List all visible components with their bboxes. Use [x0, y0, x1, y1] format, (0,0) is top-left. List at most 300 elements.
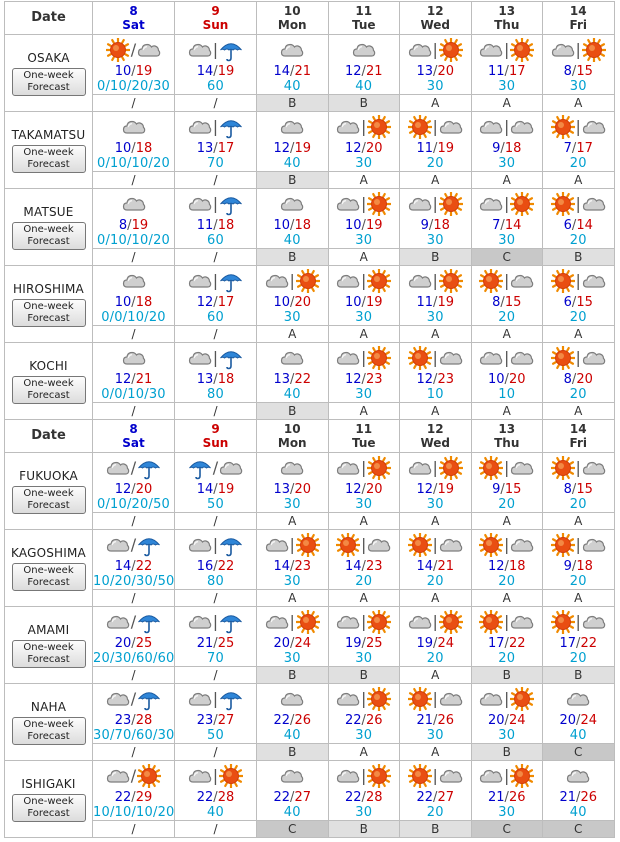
weather-icons — [329, 454, 400, 482]
forecast-cell — [175, 684, 257, 744]
max-temp: 15 — [576, 481, 593, 497]
forecast-cell — [471, 607, 543, 667]
min-temp: 21 — [488, 789, 505, 805]
forecast-cell — [543, 266, 615, 326]
min-temp: 14 — [345, 558, 362, 574]
cloud-icon — [408, 38, 432, 62]
forecast-cell — [400, 453, 472, 513]
temp-separator: / — [290, 217, 295, 233]
temp-separator: / — [213, 140, 218, 156]
cloud-icon — [479, 115, 503, 139]
weather-icons — [400, 267, 471, 295]
temp-separator: / — [500, 294, 505, 310]
precip-probability: 60 — [207, 309, 224, 325]
max-temp: 17 — [508, 63, 526, 79]
reliability-grade: A — [257, 513, 329, 530]
reliability-grade: / — [175, 172, 257, 189]
temp-separator: / — [290, 635, 295, 651]
cloud-icon — [336, 346, 360, 370]
weather-icons — [543, 608, 614, 636]
precip-probability: 30 — [283, 650, 301, 666]
weather-icons — [329, 685, 400, 713]
temp-separator: / — [504, 712, 509, 728]
weather-icons — [400, 190, 471, 218]
max-temp: 23 — [437, 371, 454, 387]
forecast-cell — [93, 453, 175, 513]
one-week-forecast-button-amami[interactable] — [12, 640, 86, 668]
temp-separator: / — [131, 712, 136, 728]
temp-separator: / — [131, 481, 136, 497]
icon-separator: | — [504, 611, 510, 631]
weekday-label: Tue — [351, 18, 376, 32]
umbrella-icon — [219, 38, 243, 62]
weather-icons — [400, 113, 471, 141]
sun-icon — [367, 346, 391, 370]
temperature-range — [472, 295, 543, 310]
precip-probability: 30 — [355, 386, 373, 402]
cloud-icon — [106, 610, 130, 634]
min-temp: 14 — [196, 481, 214, 497]
city-row-hiroshima — [5, 266, 615, 326]
weekday-label: Thu — [494, 436, 520, 450]
weather-icons — [175, 608, 256, 636]
sun-icon — [296, 269, 320, 293]
cloud-icon — [408, 269, 432, 293]
sun-icon — [510, 192, 534, 216]
reliability-grade: A — [543, 513, 615, 530]
city-name: AMAMI — [27, 622, 70, 637]
weather-icons — [400, 454, 471, 482]
temperature-range — [329, 713, 400, 728]
temperature-range — [329, 790, 400, 805]
forecast-cell — [257, 266, 329, 326]
max-temp: 14 — [504, 217, 522, 233]
max-temp: 26 — [294, 712, 311, 728]
city-cell-hiroshima — [5, 266, 93, 343]
min-temp: 21 — [196, 635, 214, 651]
reliability-grade: A — [400, 172, 472, 189]
one-week-forecast-button-hiroshima[interactable] — [12, 299, 86, 327]
sun-icon — [367, 192, 391, 216]
weather-icons — [93, 113, 174, 141]
city-name: ISHIGAKI — [21, 776, 76, 791]
icon-separator: | — [361, 688, 367, 708]
max-temp: 19 — [294, 140, 311, 156]
min-temp: 11 — [416, 294, 434, 310]
icon-separator: | — [432, 39, 438, 59]
precip-probability: 30 — [283, 496, 301, 512]
reliability-grade: B — [257, 95, 329, 112]
icon-separator: | — [212, 270, 219, 290]
one-week-forecast-button-fukuoka[interactable] — [12, 486, 86, 514]
precip-probability: 30 — [283, 573, 301, 589]
cloud-icon — [439, 346, 463, 370]
forecast-cell — [328, 343, 400, 403]
min-temp: 12 — [196, 294, 214, 310]
precip-probability: 30 — [355, 309, 373, 325]
temp-separator: / — [290, 140, 295, 156]
weather-icons — [93, 685, 174, 713]
reliability-row-takamatsu — [5, 172, 615, 189]
temp-separator: / — [433, 140, 438, 156]
precip-probability: 20 — [569, 309, 587, 325]
precip-probability: 10/20/30/50 — [93, 573, 175, 589]
icon-separator: / — [130, 611, 137, 631]
precip-probability: 60 — [207, 232, 224, 248]
max-temp: 15 — [504, 294, 522, 310]
one-week-forecast-button-kagoshima[interactable] — [12, 563, 86, 591]
max-temp: 18 — [294, 217, 311, 233]
forecast-cell — [175, 343, 257, 403]
day-number: 9 — [211, 422, 220, 436]
precip-probability: 40 — [569, 727, 587, 743]
max-temp: 21 — [294, 63, 311, 79]
min-temp: 10 — [345, 217, 362, 233]
day-number: 10 — [283, 422, 301, 436]
min-temp: 13 — [196, 140, 214, 156]
max-temp: 18 — [135, 294, 153, 310]
sun-icon — [551, 346, 575, 370]
precip-probability: 10 — [426, 386, 444, 402]
city-name: KAGOSHIMA — [11, 545, 86, 560]
sun-icon — [479, 456, 503, 480]
precip-probability: 80 — [207, 573, 224, 589]
reliability-grade: B — [257, 744, 329, 761]
sun-icon — [408, 346, 432, 370]
cloud-icon — [336, 192, 360, 216]
reliability-grade: A — [400, 513, 472, 530]
min-temp: 21 — [559, 789, 577, 805]
cloud-icon — [439, 533, 463, 557]
weather-icons — [93, 531, 174, 559]
icon-separator: | — [212, 193, 219, 213]
weather-icons — [257, 685, 328, 713]
forecast-cell — [400, 343, 472, 403]
cloud-icon — [280, 346, 304, 370]
cloud-icon — [280, 115, 304, 139]
precip-probability: 0/0/10/30 — [101, 386, 166, 402]
min-temp: 12 — [345, 481, 362, 497]
cloud-icon — [188, 38, 212, 62]
forecast-cell — [328, 35, 400, 95]
day-number: 14 — [569, 422, 587, 436]
icon-separator: / — [130, 39, 137, 59]
weekday-label: Fri — [569, 18, 587, 32]
weather-icons — [472, 685, 543, 713]
temperature-range — [93, 559, 174, 574]
min-temp: 12 — [345, 63, 362, 79]
icon-separator: | — [504, 457, 510, 477]
weather-icons — [175, 454, 256, 482]
one-week-forecast-button-takamatsu[interactable] — [12, 145, 86, 173]
icon-separator: | — [504, 347, 510, 367]
precip-probability: 20 — [498, 309, 516, 325]
date-header-thu — [471, 2, 543, 35]
temp-separator: / — [131, 140, 136, 156]
date-header-tue — [328, 2, 400, 35]
max-temp: 19 — [365, 294, 383, 310]
weather-icons — [400, 762, 471, 790]
min-temp: 12 — [273, 140, 291, 156]
min-temp: 7 — [563, 140, 572, 156]
umbrella-icon — [219, 115, 243, 139]
min-temp: 19 — [416, 635, 434, 651]
umbrella-icon — [219, 687, 243, 711]
sun-icon — [551, 115, 575, 139]
temperature-range — [329, 218, 400, 233]
temp-separator: / — [576, 789, 581, 805]
reliability-grade: A — [400, 326, 472, 343]
precip-probability: 40 — [283, 232, 301, 248]
min-temp: 17 — [488, 635, 505, 651]
reliability-grade: B — [471, 744, 543, 761]
cloud-icon — [582, 192, 606, 216]
min-temp: 17 — [559, 635, 577, 651]
icon-separator: | — [575, 457, 581, 477]
temperature-range — [175, 64, 256, 79]
one-week-forecast-button-naha[interactable] — [12, 717, 86, 745]
temperature-range — [472, 559, 543, 574]
precip-probability: 20/30/60/60 — [93, 650, 175, 666]
one-week-forecast-button-osaka[interactable] — [12, 68, 86, 96]
forecast-cell — [257, 761, 329, 821]
date-header-mon — [257, 420, 329, 453]
forecast-cell — [543, 453, 615, 513]
city-name: FUKUOKA — [19, 468, 78, 483]
cloud-icon — [280, 764, 304, 788]
temperature-range — [329, 64, 400, 79]
reliability-grade: A — [328, 249, 400, 266]
umbrella-icon — [137, 533, 161, 557]
temperature-range — [400, 482, 471, 497]
weekday-label: Sat — [122, 436, 145, 450]
reliability-row-osaka — [5, 95, 615, 112]
temp-separator: / — [131, 789, 136, 805]
weather-icons — [472, 454, 543, 482]
max-temp: 22 — [294, 371, 311, 387]
reliability-row-fukuoka — [5, 513, 615, 530]
weather-icons — [175, 36, 256, 64]
city-name: HIROSHIMA — [13, 281, 84, 296]
temperature-range — [543, 713, 614, 728]
icon-separator: | — [504, 688, 510, 708]
cloud-icon — [336, 115, 360, 139]
max-temp: 24 — [580, 712, 597, 728]
icon-separator: | — [212, 347, 219, 367]
temperature-range — [543, 64, 614, 79]
cloud-icon — [336, 687, 360, 711]
forecast-cell — [400, 761, 472, 821]
weekday-label: Sun — [202, 436, 229, 450]
max-temp: 27 — [437, 789, 454, 805]
temperature-range — [329, 559, 400, 574]
reliability-grade: / — [175, 667, 257, 684]
weather-icons — [93, 762, 174, 790]
forecast-cell — [328, 684, 400, 744]
temperature-range — [543, 636, 614, 651]
cloud-icon — [479, 687, 503, 711]
temperature-range — [329, 482, 400, 497]
reliability-grade: / — [93, 667, 175, 684]
cloud-icon — [510, 346, 534, 370]
weather-icons — [175, 685, 256, 713]
forecast-cell — [471, 189, 543, 249]
sun-icon — [408, 764, 432, 788]
weather-icons — [543, 762, 614, 790]
cloud-icon — [510, 533, 534, 557]
reliability-grade: / — [175, 249, 257, 266]
temp-separator: / — [433, 635, 438, 651]
one-week-forecast-button-matsue[interactable] — [12, 222, 86, 250]
cloud-icon — [106, 456, 130, 480]
cloud-icon — [336, 610, 360, 634]
button-label-line1: One-week — [23, 146, 74, 158]
icon-separator: | — [361, 457, 367, 477]
max-temp: 27 — [217, 712, 235, 728]
temperature-range — [472, 790, 543, 805]
temp-separator: / — [504, 635, 509, 651]
temp-separator: / — [576, 712, 581, 728]
max-temp: 15 — [576, 294, 593, 310]
button-label-line2: Forecast — [27, 389, 70, 401]
weather-icons — [257, 190, 328, 218]
reliability-grade: A — [328, 172, 400, 189]
forecast-cell — [175, 35, 257, 95]
precip-probability: 20 — [498, 496, 516, 512]
max-temp: 14 — [576, 217, 593, 233]
precip-probability: 30 — [569, 78, 587, 94]
cloud-icon — [582, 346, 606, 370]
forecast-cell — [400, 530, 472, 590]
max-temp: 22 — [508, 635, 526, 651]
precip-probability: 40 — [283, 155, 301, 171]
cloud-icon — [265, 269, 289, 293]
precip-probability: 20 — [426, 573, 444, 589]
max-temp: 24 — [508, 712, 526, 728]
temp-separator: / — [361, 481, 366, 497]
button-label-line1: One-week — [23, 564, 74, 576]
precip-probability: 30 — [355, 496, 373, 512]
max-temp: 26 — [437, 712, 454, 728]
min-temp: 10 — [273, 294, 291, 310]
temp-separator: / — [433, 294, 438, 310]
temperature-range — [93, 636, 174, 651]
weather-icons — [472, 267, 543, 295]
sun-icon — [551, 610, 575, 634]
city-row-takamatsu — [5, 112, 615, 172]
temperature-range — [400, 790, 471, 805]
umbrella-icon — [188, 456, 212, 480]
weather-icons — [472, 113, 543, 141]
precip-probability: 40 — [283, 804, 301, 820]
temperature-range — [175, 372, 256, 387]
temperature-range — [472, 141, 543, 156]
precip-probability: 20 — [426, 650, 444, 666]
temp-separator: / — [571, 140, 577, 156]
min-temp: 10 — [114, 294, 132, 310]
temperature-range — [472, 636, 543, 651]
reliability-grade: B — [257, 172, 329, 189]
one-week-forecast-button-kochi[interactable] — [12, 376, 86, 404]
temperature-range — [400, 218, 471, 233]
temp-separator: / — [131, 558, 136, 574]
max-temp: 28 — [217, 789, 235, 805]
forecast-cell — [328, 112, 400, 172]
min-temp: 10 — [345, 294, 362, 310]
cloud-icon — [408, 192, 432, 216]
min-temp: 22 — [345, 712, 362, 728]
min-temp: 20 — [114, 635, 132, 651]
temp-separator: / — [213, 558, 218, 574]
temperature-range — [257, 372, 328, 387]
sun-icon — [479, 610, 503, 634]
reliability-grade: / — [93, 744, 175, 761]
sun-icon — [551, 456, 575, 480]
weather-icons — [93, 608, 174, 636]
forecast-cell — [175, 607, 257, 667]
precip-probability: 60 — [207, 78, 224, 94]
date-header-thu — [471, 420, 543, 453]
temp-separator: / — [213, 789, 218, 805]
temperature-range — [93, 372, 174, 387]
icon-separator: | — [504, 534, 510, 554]
one-week-forecast-button-ishigaki[interactable] — [12, 794, 86, 822]
precip-probability: 40 — [283, 78, 301, 94]
city-cell-kochi — [5, 343, 93, 420]
forecast-cell — [93, 112, 175, 172]
date-header-wed — [400, 2, 472, 35]
forecast-cell — [400, 684, 472, 744]
min-temp: 6 — [563, 217, 572, 233]
forecast-cell — [93, 684, 175, 744]
forecast-cell — [257, 530, 329, 590]
reliability-grade: A — [400, 403, 472, 420]
day-number: 11 — [355, 4, 373, 18]
city-row-naha — [5, 684, 615, 744]
max-temp: 20 — [294, 481, 311, 497]
max-temp: 23 — [365, 371, 383, 387]
reliability-grade: B — [400, 821, 472, 838]
date-header-sun — [175, 2, 257, 35]
icon-separator: | — [575, 534, 581, 554]
cloud-icon — [280, 192, 304, 216]
temp-separator: / — [131, 635, 136, 651]
temp-separator: / — [290, 558, 295, 574]
reliability-row-naha — [5, 744, 615, 761]
weather-icons — [93, 454, 174, 482]
min-temp: 12 — [114, 481, 132, 497]
precip-probability: 80 — [207, 386, 224, 402]
weather-icons — [400, 685, 471, 713]
min-temp: 23 — [114, 712, 132, 728]
forecast-cell — [328, 761, 400, 821]
icon-separator: | — [212, 534, 219, 554]
weather-icons — [257, 344, 328, 372]
max-temp: 22 — [217, 558, 235, 574]
button-label-line1: One-week — [23, 300, 74, 312]
button-label-line2: Forecast — [27, 81, 70, 93]
cloud-icon — [336, 456, 360, 480]
icon-separator: | — [212, 39, 219, 59]
cloud-icon — [408, 456, 432, 480]
forecast-cell — [471, 35, 543, 95]
icon-separator: | — [361, 116, 367, 136]
temp-separator: / — [433, 789, 438, 805]
temp-separator: / — [290, 481, 295, 497]
temperature-range — [400, 64, 471, 79]
temp-separator: / — [433, 481, 438, 497]
min-temp: 20 — [488, 712, 505, 728]
